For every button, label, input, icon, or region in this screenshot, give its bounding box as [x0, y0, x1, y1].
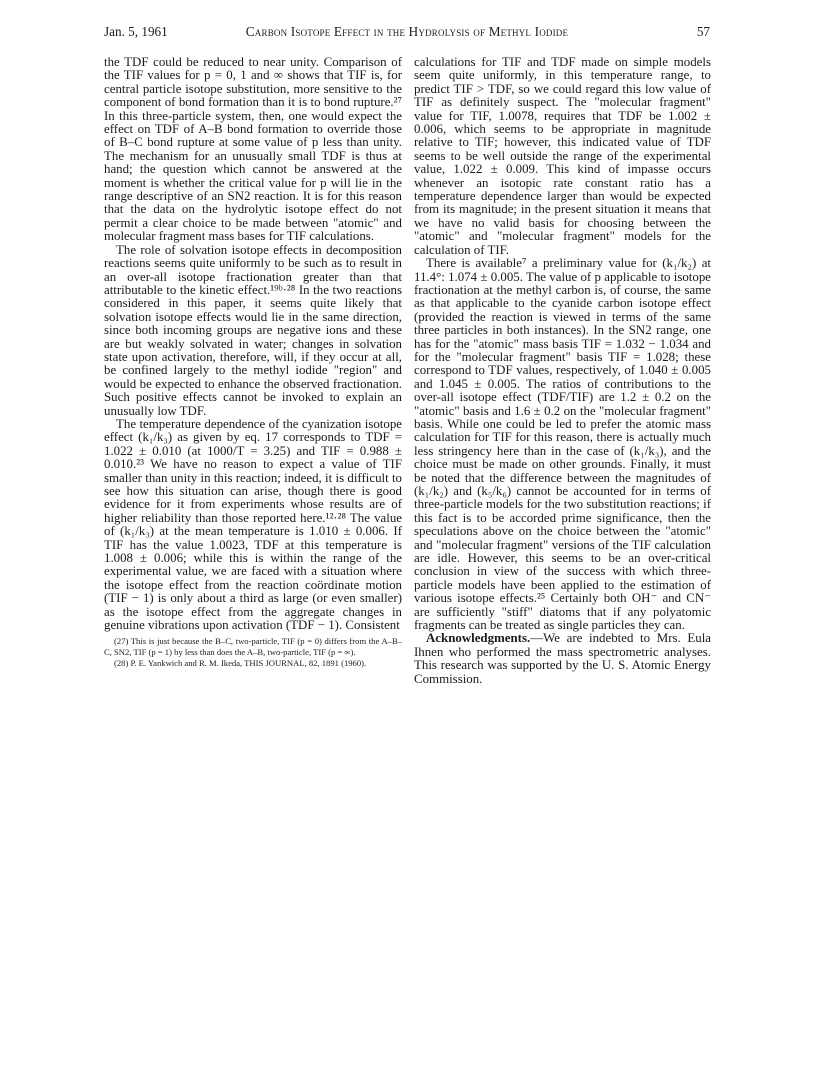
right-column [414, 56, 711, 686]
issue-date: Jan. 5, 1961 [104, 24, 168, 39]
body-paragraph: The role of solvation isotope effects in decomposition reactions seems quite uniformly to be such as to result in an over-all isotope fractionation greater than that attributable to the kinetic effect.¹⁹ᵇ·²⁸ In the two reactions considered in this paper, it seems quite likely that solvation isotope effects would lie in the same direction, since both incoming groups are negative ions and these are but weakly solvated in water; changes in solvation state upon activation, therefore, will, if they occur at all, be confined largely to the methyl iodide "region" and would be expected to enhance the observed fractionation. Such positive effects cannot be invoked to explain an unusually low TDF. [104, 242, 402, 418]
body-paragraph: calculations for TIF and TDF made on simple models seem quite uniformly, in this temperature range, to predict TIF > TDF, so we could regard this low value of TIF as definitely suspect. The "molecular fragment" value for TIF, 1.0078, requires that TDF be 1.002 ± 0.006, which seems to be appropriate in magnitude relative to TIF; however, this indicated value of TDF seems to be well outside the range of the experimental value, 1.022 ± 0.009. This kind of impasse occurs whenever an isotopic rate constant ratio has a temperature dependence larger than would be expected from its magnitude; in the present situation it means that we have no valid basis for choosing between the "atomic" and "molecular fragment" models for the calculation of TIF. [414, 55, 711, 257]
footnote-27: (27) This is just because the B–C, two-particle, TIF (p = 0) differs from the A–B–C, SN2, TIF (p = 1) by less than does the A–B, two-particle, TIF (p = ∞). [104, 636, 402, 658]
footnote-28: (28) P. E. Yankwich and R. M. Ikeda, THIS JOURNAL, 82, 1891 (1960). [114, 657, 367, 668]
left-column [104, 56, 402, 668]
body-paragraph: There is available⁷ a preliminary value for (k₁/k₂) at 11.4°: 1.074 ± 0.005. The value of p applicable to isotope fractionation at the methyl carbon is, of course, the same as that applicable to the cyanide carbon isotope effect (provided the reaction is viewed in terms of the same three particles in both instances). In the SN2 range, one has for the "atomic" mass basis TIF = 1.032 − 1.034 and for the "molecular fragment" basis TIF = 1.028; these correspond to TDF values, respectively, of 1.040 ± 0.005 and 1.045 ± 0.005. The ratios of contributions to the over-all isotope effect (TDF/TIF) are 1.2 ± 0.2 on the "atomic" basis and 1.6 ± 0.2 on the "molecular fragment" basis. While one could be led to prefer the atomic mass calculation for TIF for this reason, there is actually much less stringency here than in the case of (k₁/k₃), and the choice must be made on other grounds. Finally, it must be noted that the difference between the magnitudes of (k₁/k₂) and (k₅/k₆) cannot be accounted for in terms of three-particle models for the two substitution reactions; if this fact is to be accorded prime significance, then the speculations above on the choice between the "atomic" and "molecular fragment" versions of the TIF calculation are idle. However, this seems to be an over-critical conclusion in view of the success with which three-particle models have been applied to the estimation of various isotope effects.²⁵ Certainly both OH⁻ and CN⁻ are sufficiently "stiff" diatoms that if any polyatomic fragments can be treated as single particles they can. [414, 256, 711, 633]
acknowledgments-heading: Acknowledgments. [426, 631, 531, 646]
running-header [104, 24, 710, 42]
page-number: 57 [696, 24, 710, 39]
body-paragraph: The temperature dependence of the cyanization isotope effect (k₁/k₃) as given by eq. 17 corresponds to TDF = 1.022 ± 0.010 (at 1000/T = 3.25) and TIF = 0.988 ± 0.010.²³ We have no reason to expect a value of TIF smaller than unity in this reaction; indeed, it is difficult to see how this situation can arise, though there is good evidence for it from experiments whose results are of higher reliability than those reported here.¹²·²⁸ The value of (k₁/k₃) at the mean temperature is 1.010 ± 0.006. If TIF has the value 1.0023, TDF at this temperature is 1.008 ± 0.006; while this is within the range of the experimental value, we are faced with a situation where the isotope effect from the reaction coördinate motion (TIF − 1) is only about a third as large (or even smaller) as the isotope effect from the aggregate changes in genuine vibrations upon activation (TDF − 1). Consistent [104, 416, 402, 633]
footnotes [104, 636, 402, 668]
acknowledgments [414, 632, 711, 686]
body-paragraph: the TDF could be reduced to near unity. Comparison of the TIF values for p = 0, 1 and ∞ shows that TIF is, for central particle isotope substitution, more sensitive to the component of bond formation than it is to bond rupture.²⁷ In this three-particle system, then, one would expect the effect on TDF of A–B bond formation to override those of B–C bond rupture at some value of p less than unity. The mechanism for an unusually small TDF is thus at hand; the question which cannot be answered at the moment is whether the critical value for p will lie in the range descriptive of an SN2 reaction. It is for this reason that the data on the hydrolytic isotope effect do not permit a clear choice to be made between "atomic" and molecular fragment mass bases for TIF calculations. [104, 55, 402, 244]
acknowledgments-text: —We are indebted to Mrs. Eula Ihnen who performed the mass spectrometric analyses. This research was supported by the U. S. Atomic Energy Commission. [414, 631, 711, 686]
running-title: Carbon Isotope Effect in the Hydrolysis of Methyl Iodide [245, 24, 569, 39]
